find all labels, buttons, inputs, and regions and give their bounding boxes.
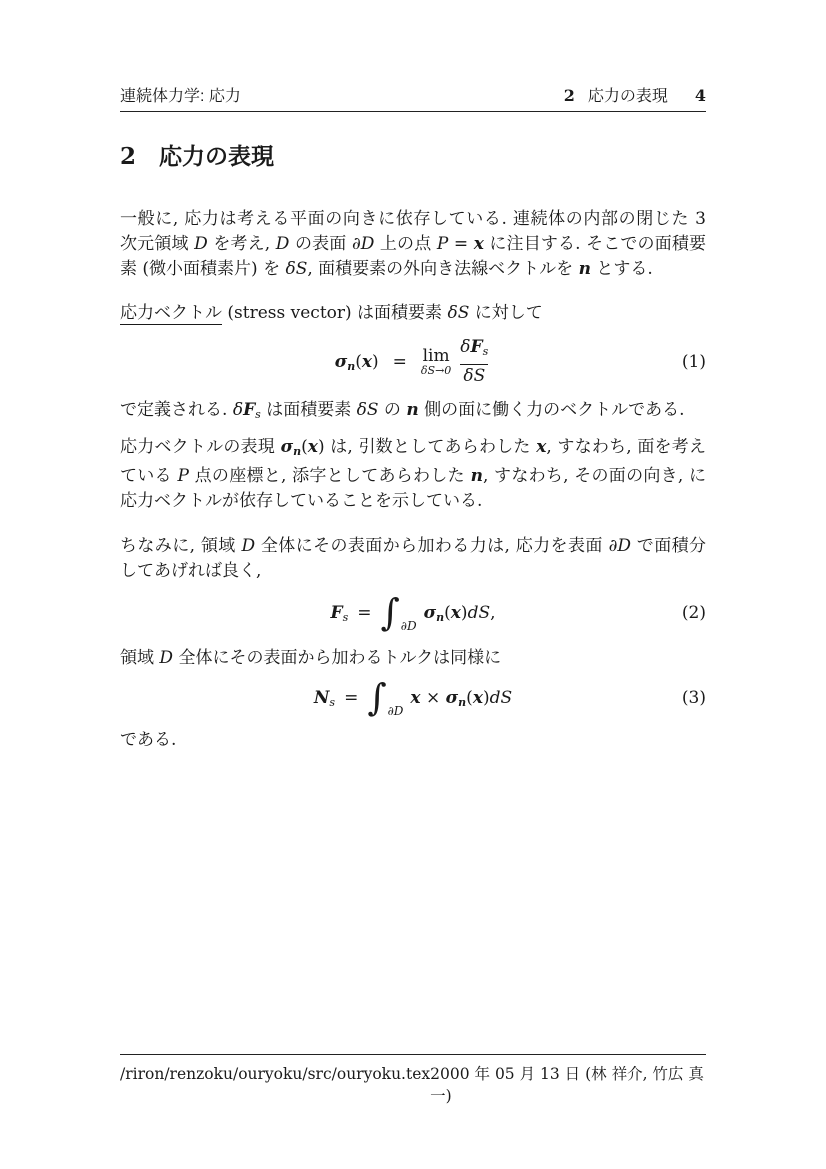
eq1-lim-word: lim	[422, 346, 450, 366]
page-footer	[120, 1054, 706, 1106]
paragraph-intro: 一般に, 応力は考える平面の向きに依存している. 連続体の内部の閉じた 3 次元領域 D を考え, D の表面 ∂D 上の点 P = x に注目する. そこでの面積要素 (微小面積素片) を δS, 面積要素の外向き法線ベクトルを n とする.	[120, 209, 706, 279]
header-rule	[120, 111, 706, 112]
eq1-equals: =	[392, 352, 407, 372]
eq1-lim-subscript: δS→0	[420, 364, 452, 377]
paragraph-dependence: 応力ベクトルの表現 σn(x) は, 引数としてあらわした x, すなわち, 面を考えている P 点の座標と, 添字としてあらわした n, すなわち, その面の向き, に応力ベクトルが依存していることを示している.	[120, 437, 706, 511]
eq1-lhs: σn(x)	[334, 351, 379, 373]
equation-1	[120, 334, 706, 390]
paragraph-definition-note: で定義される. δFs は面積要素 δS の n 側の面に働く力のベクトルである.	[120, 400, 685, 421]
paragraph-closing: である.	[120, 730, 177, 750]
equation-3	[120, 675, 706, 721]
integral-icon: ∫	[367, 676, 387, 719]
footer-row	[120, 1055, 706, 1106]
eq2-lhs: Fs	[330, 602, 349, 624]
footer-file-path: /riron/renzoku/ouryoku/src/ouryoku.tex	[120, 1065, 431, 1083]
header-section-info	[564, 86, 706, 107]
header-document-title: 連続体力学: 応力	[120, 88, 241, 105]
eq2-integral-domain: ∂D	[400, 619, 417, 633]
paragraph-stress-vector-def: 応力ベクトル (stress vector) は面積要素 δS に対して	[120, 303, 543, 323]
eq1-number: (1)	[681, 352, 706, 372]
paragraph-torque: 領域 D 全体にその表面から加わるトルクは同様に	[120, 648, 502, 668]
page-content	[120, 0, 706, 753]
eq3-body: x × σn(x)dS	[410, 687, 513, 709]
eq3-equals: =	[344, 688, 359, 708]
page-header	[120, 0, 706, 107]
eq2-equals: =	[357, 603, 372, 623]
header-page-number: 4	[694, 86, 706, 105]
eq1-numerator: δFs	[460, 337, 489, 358]
eq2-body: σn(x)dS,	[423, 602, 496, 624]
footer-date-authors: 2000 年 05 月 13 日 (林 祥介, 竹広 真一)	[430, 1065, 704, 1105]
eq1-limit	[421, 347, 451, 377]
eq1-denominator: δS	[460, 364, 488, 387]
eq3-lhs: Ns	[313, 687, 336, 709]
eq3-number: (3)	[681, 688, 706, 708]
section-number: 2	[120, 143, 137, 170]
section-heading	[120, 143, 706, 170]
equation-2	[120, 589, 706, 637]
header-section-number: 2	[563, 86, 575, 105]
paragraph-total-force: ちなみに, 領域 D 全体にその表面から加わる力は, 応力を表面 ∂D で面積分してあげれば良く,	[120, 536, 706, 581]
eq1-fraction	[457, 337, 491, 387]
header-section-title: 応力の表現	[587, 88, 668, 105]
integral-icon: ∫	[380, 591, 400, 634]
section-title-text: 応力の表現	[159, 143, 275, 169]
eq3-integral-domain: ∂D	[387, 704, 404, 718]
eq2-number: (2)	[681, 603, 706, 623]
